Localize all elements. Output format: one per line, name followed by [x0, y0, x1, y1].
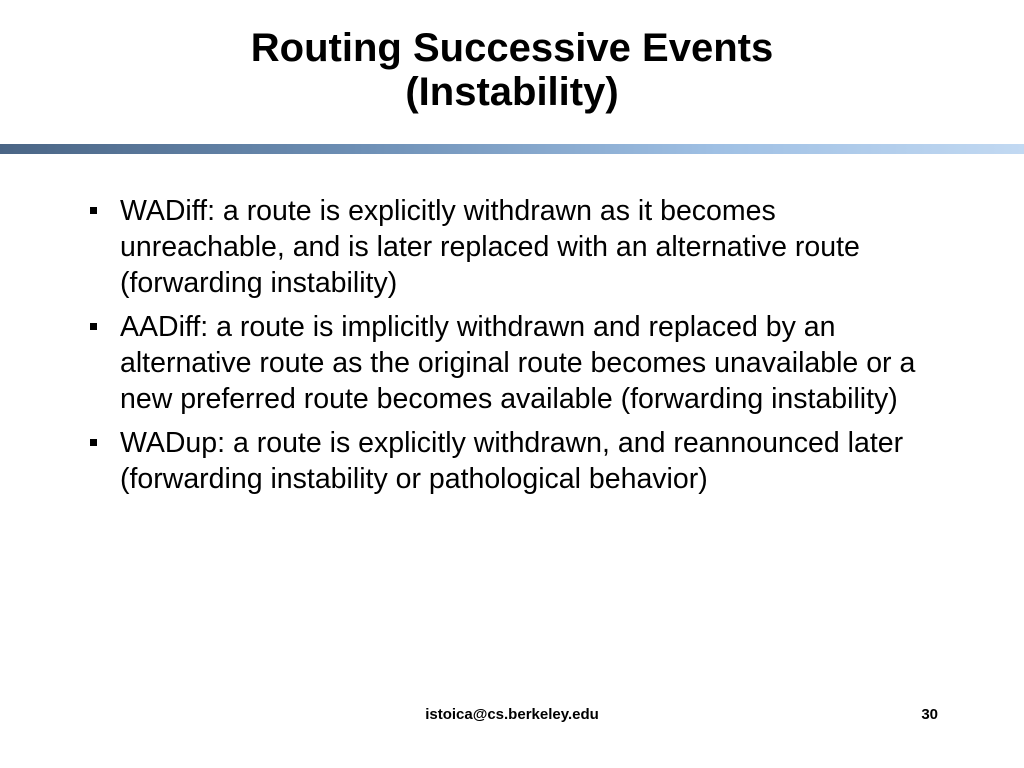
page-number: 30 — [921, 706, 938, 723]
bullet-text: WADiff: a route is explicitly withdrawn as it becomes unreachable, and is later replaced with an alternative route (forwarding instability) — [120, 195, 860, 299]
square-bullet-icon — [90, 207, 97, 214]
title-divider-bar — [0, 144, 1024, 154]
slide-title-line-2: (Instability) — [405, 70, 619, 114]
slide-title-line-1: Routing Successive Events — [250, 26, 774, 70]
bullet-text: WADup: a route is explicitly withdrawn, and reannounced later (forwarding instability or pathological behavior) — [120, 427, 904, 495]
slide-title — [0, 26, 1024, 114]
bullet-item-wadup — [86, 425, 946, 497]
bullet-text: AADiff: a route is implicitly withdrawn and replaced by an alternative route as the original route becomes unavailable or a new preferred route becomes available (forwarding instability) — [120, 311, 916, 415]
square-bullet-icon — [90, 439, 97, 446]
bullet-list — [86, 193, 946, 505]
bullet-item-aadiff — [86, 309, 946, 417]
bullet-item-wadiff — [86, 193, 946, 301]
square-bullet-icon — [90, 323, 97, 330]
footer-email: istoica@cs.berkeley.edu — [425, 706, 599, 723]
